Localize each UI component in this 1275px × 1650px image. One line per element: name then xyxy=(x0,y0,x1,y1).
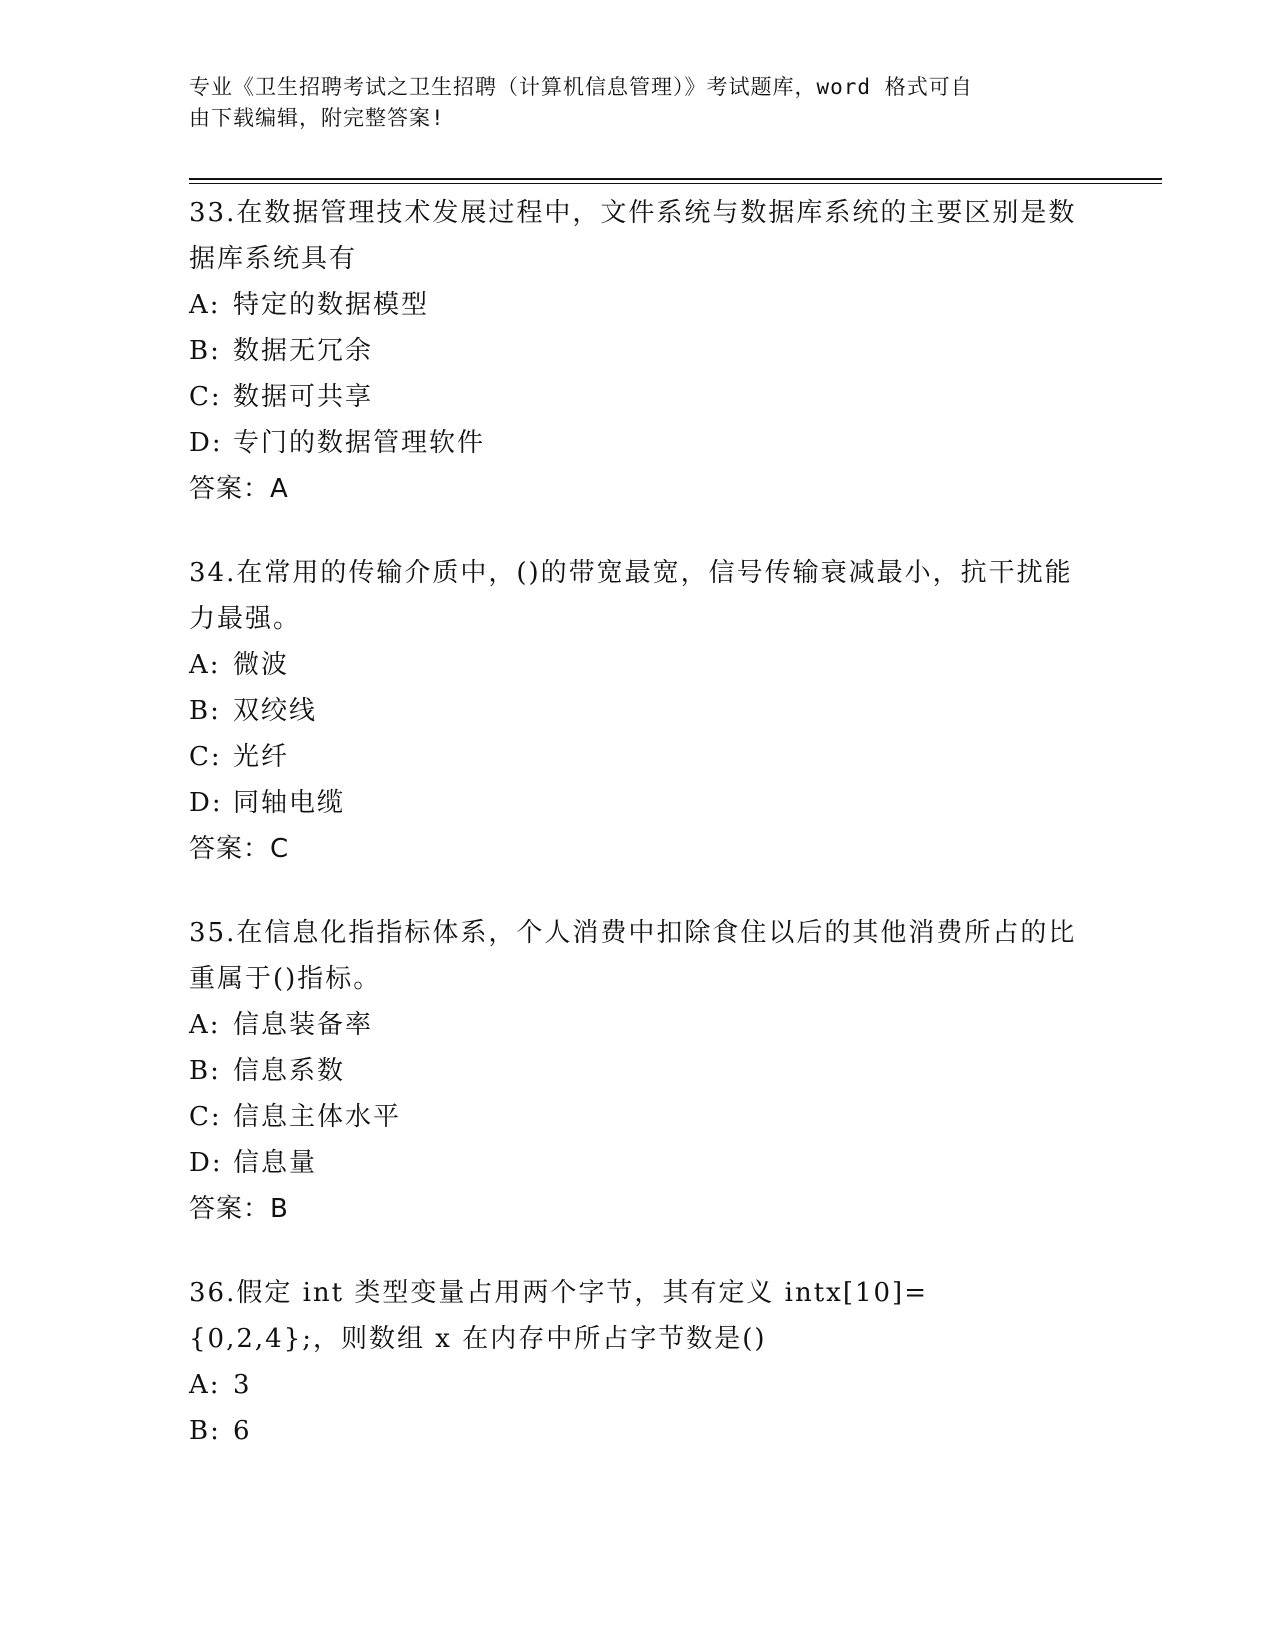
option-key: A: xyxy=(189,290,221,320)
option-key: C: xyxy=(189,1102,222,1132)
option-text: 6 xyxy=(233,1416,252,1446)
question-text: 33.在数据管理技术发展过程中，文件系统与数据库系统的主要区别是数据库系统具有 xyxy=(189,198,1077,274)
option-key: D: xyxy=(189,428,223,458)
option-a xyxy=(189,1362,1089,1408)
option-key: A: xyxy=(189,1010,221,1040)
option-d xyxy=(189,420,1089,466)
question-text: 36.假定 int 类型变量占用两个字节，其有定义 intx[10]={0,2,4};，则数组 x 在内存中所占字节数是() xyxy=(189,1278,928,1354)
header-divider xyxy=(189,178,1162,180)
option-key: B: xyxy=(189,336,221,366)
option-text: 信息量 xyxy=(233,1148,318,1178)
option-text: 数据无冗余 xyxy=(233,336,374,366)
option-key: C: xyxy=(189,742,222,772)
header-line-2: 由下载编辑，附完整答案! xyxy=(189,106,445,130)
header-divider-thin xyxy=(189,183,1162,184)
option-b xyxy=(189,1408,1089,1454)
question-34 xyxy=(189,550,1089,872)
option-text: 特定的数据模型 xyxy=(233,290,430,320)
option-key: D: xyxy=(189,788,223,818)
option-c xyxy=(189,734,1089,780)
option-text: 信息系数 xyxy=(233,1056,346,1086)
option-key: D: xyxy=(189,1148,223,1178)
option-key: B: xyxy=(189,696,221,726)
option-text: 双绞线 xyxy=(233,696,318,726)
option-d xyxy=(189,780,1089,826)
option-c xyxy=(189,374,1089,420)
option-text: 同轴电缆 xyxy=(233,788,346,818)
document-header xyxy=(189,72,1069,134)
option-a xyxy=(189,1002,1089,1048)
option-b xyxy=(189,688,1089,734)
option-key: C: xyxy=(189,382,222,412)
option-text: 信息装备率 xyxy=(233,1010,374,1040)
question-text: 34.在常用的传输介质中，()的带宽最宽，信号传输衰减最小，抗干扰能力最强。 xyxy=(189,558,1073,634)
question-text: 35.在信息化指指标体系，个人消费中扣除食住以后的其他消费所占的比重属于()指标。 xyxy=(189,918,1077,994)
option-text: 数据可共享 xyxy=(233,382,374,412)
option-text: 3 xyxy=(233,1370,252,1400)
option-a xyxy=(189,642,1089,688)
question-33 xyxy=(189,190,1089,512)
option-text: 微波 xyxy=(233,650,290,680)
option-text: 专门的数据管理软件 xyxy=(233,428,486,458)
option-b xyxy=(189,328,1089,374)
option-b xyxy=(189,1048,1089,1094)
option-key: A: xyxy=(189,650,221,680)
answer-line: 答案：A xyxy=(189,474,289,504)
option-text: 光纤 xyxy=(233,742,290,772)
option-a xyxy=(189,282,1089,328)
option-text: 信息主体水平 xyxy=(233,1102,402,1132)
option-d xyxy=(189,1140,1089,1186)
answer-line: 答案：C xyxy=(189,834,290,864)
option-key: A: xyxy=(189,1370,221,1400)
option-c xyxy=(189,1094,1089,1140)
header-line-1: 专业《卫生招聘考试之卫生招聘（计算机信息管理）》考试题库，word 格式可自 xyxy=(189,75,973,99)
option-key: B: xyxy=(189,1056,221,1086)
question-list xyxy=(189,190,1089,1492)
question-36 xyxy=(189,1270,1089,1454)
question-35 xyxy=(189,910,1089,1232)
answer-line: 答案：B xyxy=(189,1194,289,1224)
option-key: B: xyxy=(189,1416,221,1446)
